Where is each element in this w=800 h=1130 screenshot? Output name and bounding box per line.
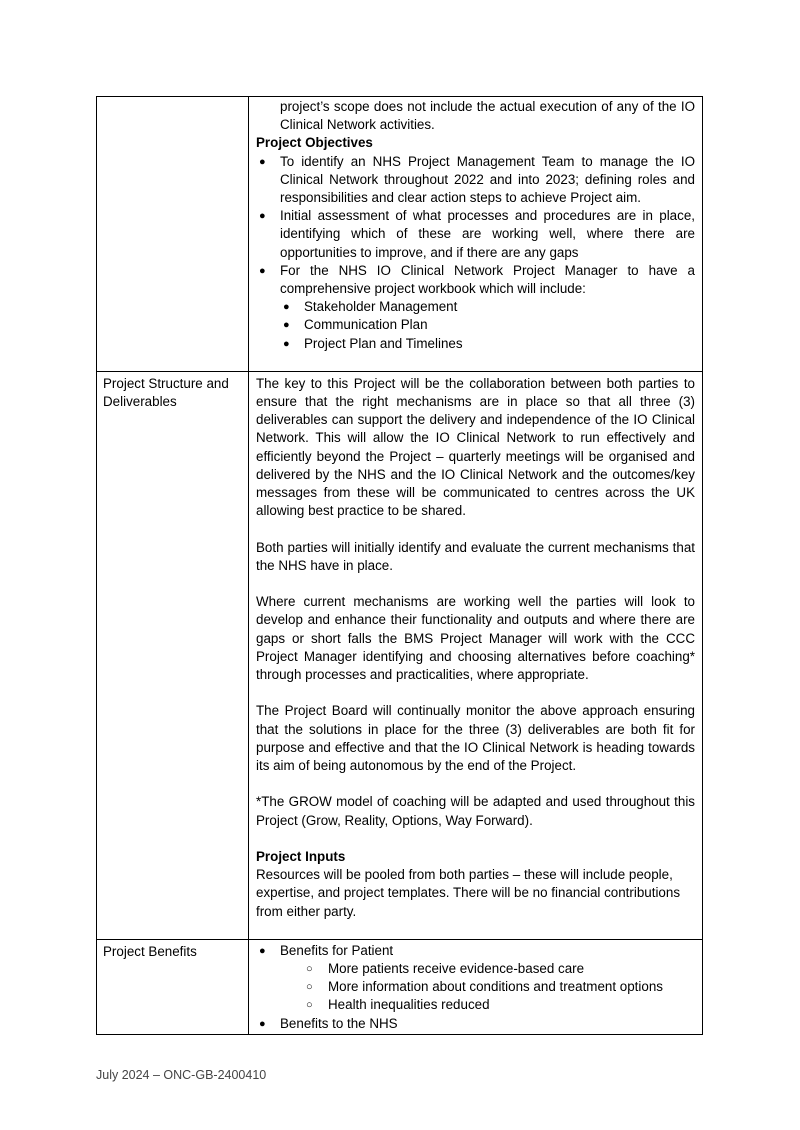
page-footer: July 2024 – ONC-GB-2400410 — [96, 1068, 267, 1082]
list-item: ● For the NHS IO Clinical Network Project Manager to have a comprehensive project workbook which will include: — [259, 262, 695, 297]
benefits-list — [256, 942, 695, 1033]
structure-paragraph: Both parties will initially identify and evaluate the current mechanisms that the NHS have in place. — [256, 539, 695, 573]
table-row-objectives — [97, 97, 703, 372]
structure-cell — [249, 371, 703, 939]
scope-continuation-text: project’s scope does not include the actual execution of any of the IO Clinical Network activities. — [280, 99, 695, 133]
list-item: ● Communication Plan — [256, 316, 695, 334]
list-item: ● Stakeholder Management — [256, 298, 695, 316]
bullet-icon: ● — [283, 337, 290, 350]
list-item: ● Benefits to the NHS — [256, 1015, 695, 1033]
inputs-text: Resources will be pooled from both parties – these will include people, expertise, and project templates. There will be no financial contributions from either party. — [256, 867, 681, 919]
list-item: ● Benefits for Patient — [256, 942, 695, 960]
objectives-heading: Project Objectives — [256, 135, 373, 151]
bullet-icon: ● — [259, 210, 266, 223]
structure-paragraph: The key to this Project will be the collaboration between both parties to ensure that the right mechanisms are in place so that all three (3) deliverables can support the delivery and independence of the IO Clinical Network. This will allow the IO Clinical Network to run effectively and efficiently beyond the Project – quarterly meetings will be organised and delivered by the NHS and the IO Clinical Network and the outcomes/key messages from these will be communicated to centres across the UK allowing best practice to be shared. — [256, 375, 695, 519]
structure-paragraph: *The GROW model of coaching will be adapted and used throughout this Project (Grow, Reality, Options, Way Forward). — [256, 794, 695, 828]
structure-paragraph: Where current mechanisms are working well the parties will look to develop and enhance their functionality and outputs and where there are gaps or short falls the BMS Project Manager will work with the CCC Project Manager identifying and choosing alternatives before coaching* through processes and practicalities, where appropriate. — [256, 594, 695, 683]
bullet-icon: ● — [259, 944, 266, 957]
row-label-benefits: Project Benefits — [97, 939, 249, 1034]
structure-paragraph: The Project Board will continually monitor the above approach ensuring that the solutions in place for the three (3) deliverables are both fit for purpose and effective and that the IO Clinical Network is heading towards its aim of being autonomous by the end of the Project. — [256, 703, 695, 774]
list-item: ● Project Plan and Timelines — [256, 335, 695, 353]
circle-bullet-icon: ○ — [306, 999, 313, 1012]
bullet-icon: ● — [259, 1017, 266, 1030]
row-label-empty — [97, 97, 249, 372]
objectives-list — [256, 153, 695, 353]
objectives-cell — [249, 97, 703, 372]
table-row-benefits — [97, 939, 703, 1034]
benefits-cell — [249, 939, 703, 1034]
bullet-icon: ● — [283, 301, 290, 314]
list-item: ● Initial assessment of what processes and procedures are in place, identifying which of these are working well, where there are opportunities to improve, and if there are any gaps — [259, 208, 695, 260]
circle-bullet-icon: ○ — [306, 981, 313, 994]
row-label-structure: Project Structure and Deliverables — [97, 371, 249, 939]
table-row-structure — [97, 371, 703, 939]
list-item: ○ More patients receive evidence-based care — [256, 960, 695, 978]
list-item: ○ Health inequalities reduced — [256, 996, 695, 1014]
inputs-heading: Project Inputs — [256, 849, 346, 865]
content-table — [96, 96, 703, 1035]
bullet-icon: ● — [283, 319, 290, 332]
list-item: ● To identify an NHS Project Management Team to manage the IO Clinical Network throughout 2022 and into 2023; defining roles and responsibilities and clear action steps to achieve Project aim. — [259, 153, 695, 206]
bullet-icon: ● — [259, 155, 266, 168]
bullet-icon: ● — [259, 264, 266, 277]
circle-bullet-icon: ○ — [306, 963, 313, 976]
list-item: ○ More information about conditions and treatment options — [256, 978, 695, 996]
